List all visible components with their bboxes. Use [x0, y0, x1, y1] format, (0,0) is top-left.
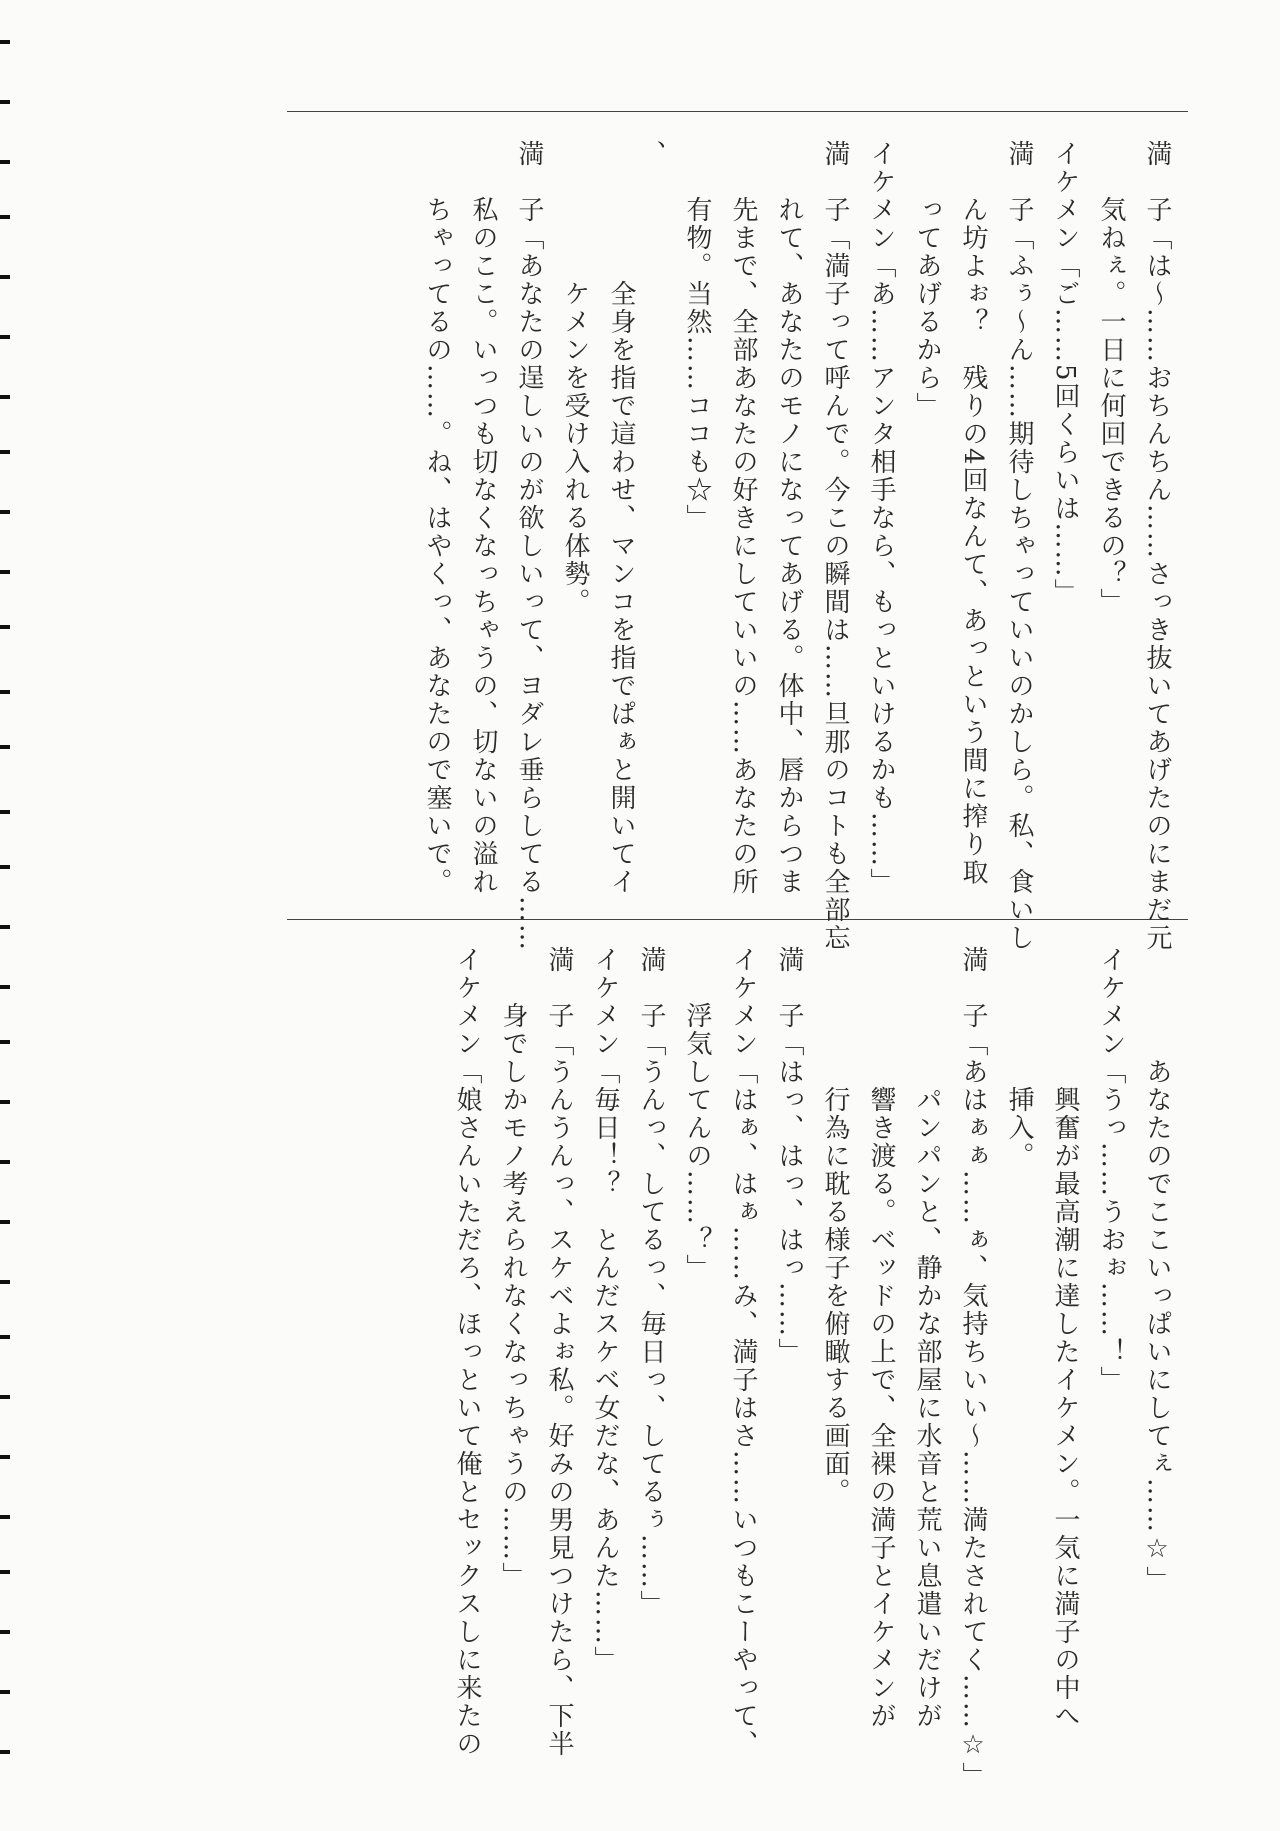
binding-mark — [0, 745, 10, 749]
binding-mark — [0, 275, 10, 279]
binding-mark — [0, 1040, 10, 1044]
binding-mark — [0, 450, 10, 454]
script-line: イケメン「あ……アンタ相手なら、もっといけるかも……」 — [866, 140, 896, 896]
script-line: 有物。当然……ココも☆」 — [682, 140, 712, 532]
script-line: 満 子「満子って呼んで。今この瞬間は……旦那のコトも全部忘 — [820, 140, 850, 952]
binding-mark — [0, 395, 10, 399]
binding-edge — [0, 0, 14, 1831]
stage-direction: パンパンと、静かな部屋に水音と荒い息遣いだけが — [912, 1086, 942, 1730]
binding-mark — [0, 1750, 10, 1754]
script-line: れて、あなたのモノになってあげる。体中、唇からつま — [774, 140, 804, 896]
binding-mark — [0, 1455, 10, 1459]
binding-mark — [0, 160, 10, 164]
binding-mark — [0, 1100, 10, 1104]
script-section-2 — [300, 946, 1180, 1790]
binding-mark — [0, 1395, 10, 1399]
binding-mark — [0, 865, 10, 869]
stage-direction: 挿入。 — [1004, 1086, 1034, 1170]
stage-direction: 全身を指で這わせ、マンコを指でぱぁと開いてイ — [606, 280, 636, 896]
script-line: イケメン「毎日！？ とんだスケベ女だな、あんた……」 — [590, 946, 620, 1674]
script-line: ってあげるから」 — [912, 140, 942, 420]
binding-mark — [0, 40, 10, 44]
script-line: ちゃってるの……。ね、はやくっ、あなたので塞いで。 — [422, 140, 452, 896]
binding-mark — [0, 810, 10, 814]
script-line: 満 子「あなたの逞しいのが欲しいって、ヨダレ垂らしてる…… — [514, 140, 544, 952]
top-rule — [287, 111, 1188, 112]
section-divider — [287, 919, 1188, 920]
binding-mark — [0, 215, 10, 219]
script-line: 満 子「うんうんっ、スケベよぉ私。好みの男見つけたら、下半 — [544, 946, 574, 1758]
stray-mark: 、 — [636, 140, 666, 168]
binding-mark — [0, 1515, 10, 1519]
script-line: ん坊よぉ？ 残りの4回なんて、あっという間に搾り取 — [958, 140, 988, 887]
script-line: あなたのでここいっぱいにしてぇ……☆」 — [1142, 1058, 1172, 1594]
binding-mark — [0, 1690, 10, 1694]
binding-mark — [0, 1570, 10, 1574]
binding-mark — [0, 1160, 10, 1164]
script-line: 満 子「ふぅ～ん……期待しちゃっていいのかしら。私、食いし — [1004, 140, 1034, 952]
script-line: 満 子「はっ、はっ、はっ……」 — [774, 946, 804, 1366]
script-line: 気ねぇ。一日に何回できるの？」 — [1096, 140, 1126, 616]
script-line: イケメン「はぁ、はぁ……み、満子はさ……いつもこーやって、 — [728, 946, 758, 1758]
script-line: 身でしかモノ考えられなくなっちゃうの……」 — [498, 946, 528, 1590]
stage-direction: 行為に耽る様子を俯瞰する画面。 — [820, 1086, 850, 1506]
script-line: 満 子「うんっ、してるっ、毎日っ、してるぅ……」 — [636, 946, 666, 1618]
binding-mark — [0, 1630, 10, 1634]
script-line: 私のここ。いっつも切なくなっちゃうの、切ないの溢れ — [468, 140, 498, 896]
script-line: イケメン「うっ……うおぉ……！」 — [1096, 946, 1126, 1394]
script-line: イケメン「ご……5回くらいは……」 — [1050, 140, 1080, 607]
script-section-1 — [300, 140, 1180, 952]
stage-direction: ケメンを受け入れる体勢。 — [560, 280, 590, 616]
script-line: 満 子「は～……おちんちん……さっき抜いてあげたのにまだ元 — [1142, 140, 1172, 952]
binding-mark — [0, 570, 10, 574]
binding-mark — [0, 985, 10, 989]
binding-mark — [0, 1335, 10, 1339]
binding-mark — [0, 625, 10, 629]
stage-direction: 興奮が最高潮に達したイケメン。一気に満子の中へ — [1050, 1086, 1080, 1730]
binding-mark — [0, 335, 10, 339]
script-line: イケメン「娘さんいただろ、ほっといて俺とセックスしに来たの — [452, 946, 482, 1758]
binding-mark — [0, 100, 10, 104]
binding-mark — [0, 1280, 10, 1284]
binding-mark — [0, 690, 10, 694]
script-line: 満 子「あはぁぁ……ぁ、気持ちいい～……満たされてく……☆」 — [958, 946, 988, 1790]
stage-direction: 響き渡る。ベッドの上で、全裸の満子とイケメンが — [866, 1086, 896, 1730]
binding-mark — [0, 510, 10, 514]
script-line: 浮気してんの……？」 — [682, 946, 712, 1282]
binding-mark — [0, 1220, 10, 1224]
binding-mark — [0, 925, 10, 929]
script-line: 先まで、全部あなたの好きにしていいの……あなたの所 — [728, 140, 758, 896]
